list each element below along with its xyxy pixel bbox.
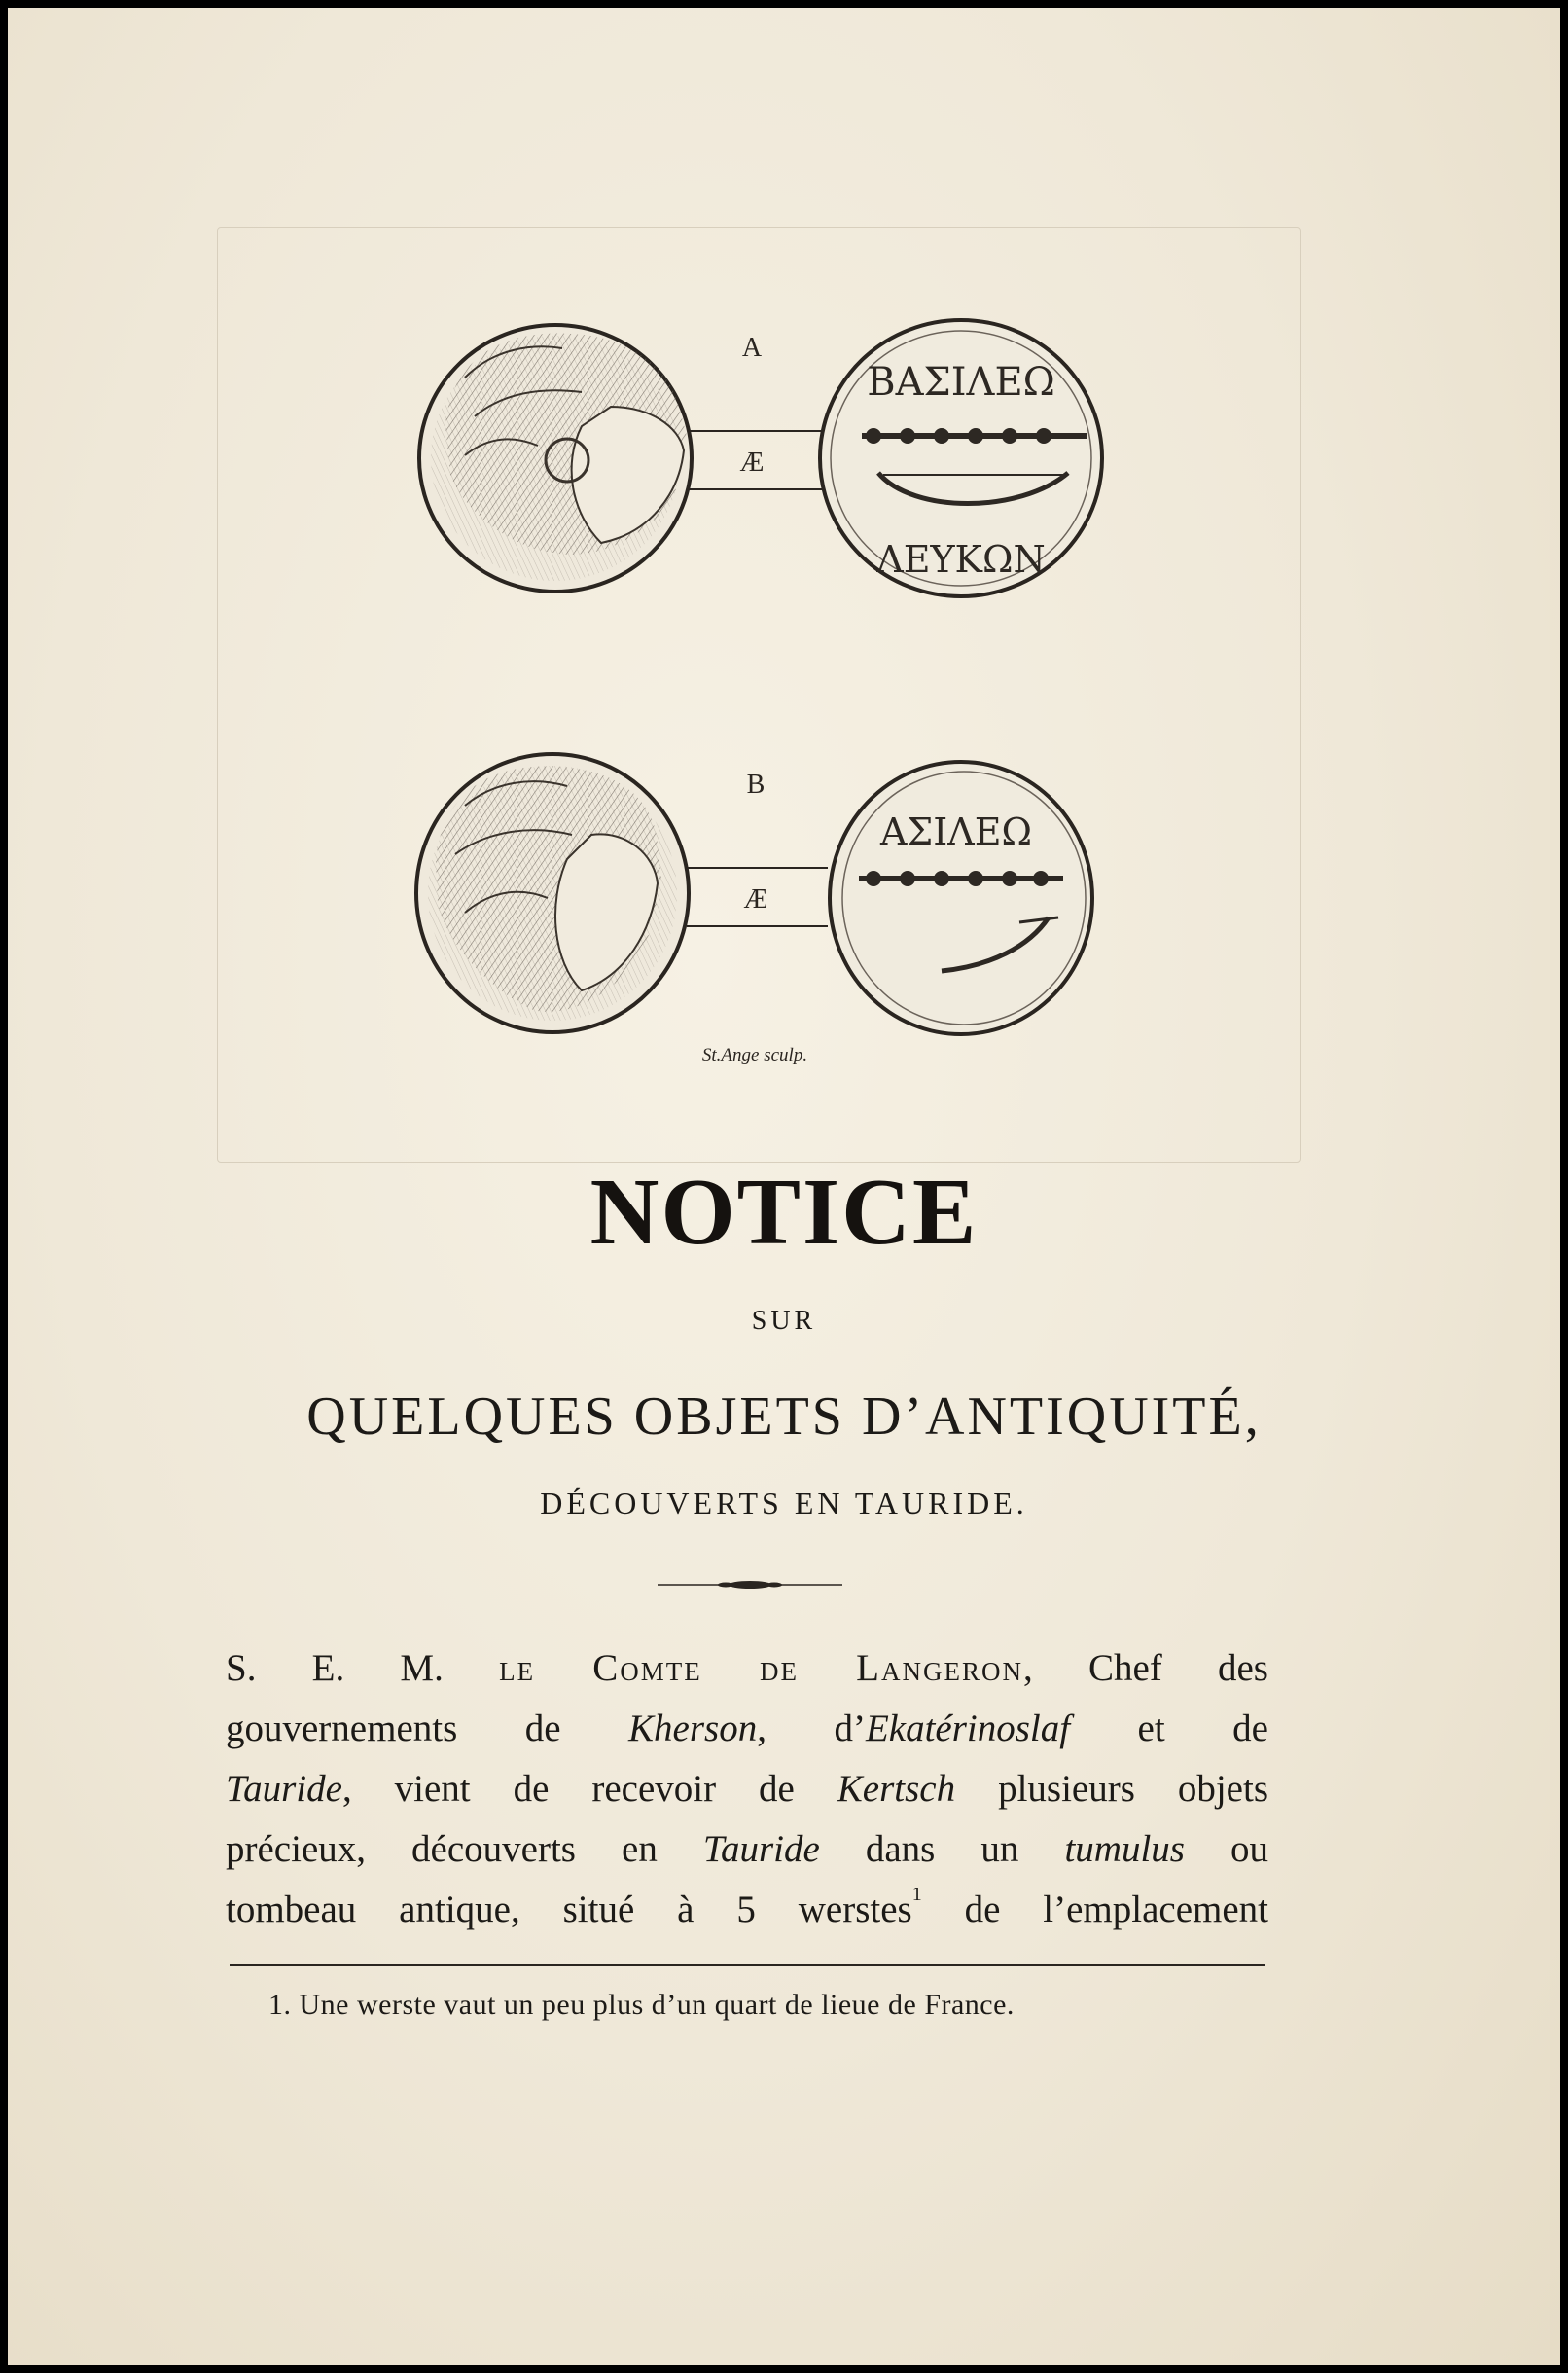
body-line-2	[226, 1699, 1268, 1759]
body-line-1	[226, 1638, 1268, 1699]
text-kherson: Kherson	[628, 1708, 758, 1749]
text-sem: S. E. M.	[226, 1647, 444, 1689]
footnote: 1. Une werste vaut un peu plus d’un quart de lieue de France.	[268, 1989, 1015, 2021]
text-segment: dans un	[819, 1828, 1065, 1870]
ornamental-divider	[658, 1578, 842, 1592]
coin-b-legend-top: ΑΣΙΛΕΩ	[879, 810, 1033, 853]
coin-a-label: A	[741, 333, 763, 363]
coin-b-obverse	[416, 754, 689, 1032]
coin-b-reverse	[830, 762, 1092, 1034]
text-chef-des: , Chef des	[1023, 1647, 1268, 1689]
coin-plate-illustration	[8, 8, 1560, 1175]
text-segment: , vient de recevoir de	[341, 1768, 837, 1810]
text-kertsch: Kertsch	[837, 1768, 956, 1810]
text-segment: tombeau antique, situé à 5 werstes	[226, 1888, 912, 1930]
body-line-4	[226, 1819, 1268, 1880]
body-line-3	[226, 1759, 1268, 1819]
text-tumulus: tumulus	[1064, 1828, 1185, 1870]
text-segment: ou	[1184, 1828, 1268, 1870]
coin-b-label: B	[746, 770, 766, 800]
coin-b-metal: Æ	[743, 884, 768, 915]
text-comte-de-langeron: le Comte de Langeron	[499, 1647, 1024, 1689]
coin-a-metal: Æ	[739, 448, 765, 478]
page-subtitle: QUELQUES OBJETS D’ANTIQUITÉ,	[306, 1386, 1262, 1447]
text-segment: , d’	[757, 1708, 866, 1749]
text-segment: précieux, découverts en	[226, 1828, 703, 1870]
coin-a-legend-top: ΒΑΣΙΛΕΩ	[867, 360, 1055, 405]
text-segment: gouvernements de	[226, 1708, 629, 1749]
text-tauride: Tauride	[702, 1828, 820, 1870]
engraver-signature: St.Ange sculp.	[701, 1045, 808, 1065]
text-tauride: Tauride	[226, 1768, 342, 1810]
text-segment: et de	[1070, 1708, 1268, 1749]
page-subtitle-secondary: DÉCOUVERTS EN TAURIDE.	[540, 1486, 1028, 1521]
text-segment: de l’emplacement	[921, 1888, 1269, 1930]
coin-a-reverse	[820, 320, 1102, 596]
document-page	[8, 8, 1560, 2365]
body-line-5	[226, 1880, 1268, 1940]
footnote-rule	[230, 1964, 1265, 1966]
coin-a-legend-bottom: ΛΕΥΚΩΝ	[876, 538, 1046, 581]
title-sur: SUR	[751, 1306, 817, 1336]
body-paragraph	[226, 1638, 1268, 1940]
coin-a-obverse	[419, 325, 692, 592]
page-title: NOTICE	[589, 1160, 979, 1265]
footnote-marker: 1	[911, 1884, 922, 1905]
text-ekaterinoslaf: Ekatérinoslaf	[865, 1708, 1071, 1749]
text-segment: plusieurs objets	[955, 1768, 1269, 1810]
